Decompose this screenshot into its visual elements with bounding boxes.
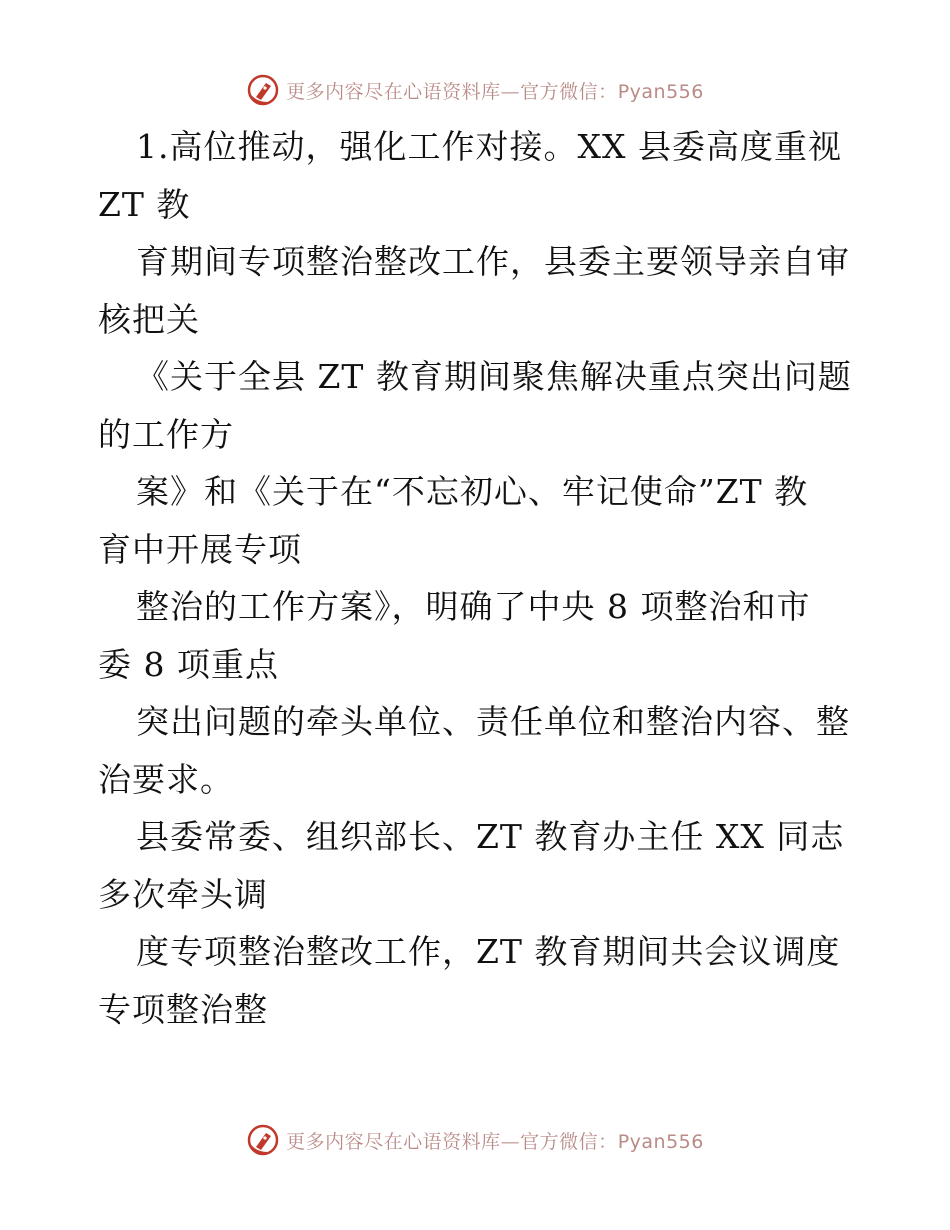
paragraph-line-8b: 专项整治整 — [98, 989, 268, 1029]
watermark-wechat-id: Pyan556 — [617, 1130, 704, 1153]
paragraph-line-1a: 1.高位推动，强化工作对接。XX 县委高度重视 — [136, 127, 842, 166]
watermark-wechat-label: 官方微信： — [520, 80, 618, 103]
paragraph-line-6b: 治要求。 — [98, 759, 234, 799]
watermark-text — [286, 77, 704, 104]
watermark-text — [286, 1127, 704, 1154]
pen-nib-circle-icon — [246, 1123, 280, 1157]
paragraph-line-3a: 《关于全县 ZT 教育期间聚焦解决重点突出问题 — [136, 357, 852, 396]
paragraph-line-2a: 育期间专项整治整改工作，县委主要领导亲自审 — [136, 242, 850, 281]
header-watermark-content — [246, 73, 704, 107]
document-body — [98, 118, 858, 1038]
watermark-main: 更多内容尽在心语资料库 — [286, 80, 501, 103]
footer-watermark-banner — [0, 1120, 950, 1160]
watermark-dash: — — [500, 80, 521, 103]
pen-nib-circle-icon — [246, 73, 280, 107]
paragraph-line-1b: ZT 教 — [98, 184, 191, 224]
footer-watermark-content — [246, 1123, 704, 1157]
header-watermark-banner — [0, 70, 950, 110]
paragraph-line-5b: 委 8 项重点 — [98, 644, 279, 684]
paragraph-line-8a: 度专项整治整改工作，ZT 教育期间共会议调度 — [136, 932, 841, 971]
paragraph-line-6a: 突出问题的牵头单位、责任单位和整治内容、整 — [136, 702, 850, 741]
paragraph-line-2b: 核把关 — [98, 299, 200, 339]
paragraph-line-7a: 县委常委、组织部长、ZT 教育办主任 XX 同志 — [136, 817, 845, 856]
paragraph-line-4a: 案》和《关于在“不忘初心、牢记使命”ZT 教 — [136, 472, 809, 511]
paragraph-line-5a: 整治的工作方案》，明确了中央 8 项整治和市 — [136, 587, 811, 626]
paragraph-line-4b: 育中开展专项 — [98, 529, 302, 569]
paragraph-line-3b: 的工作方 — [98, 414, 234, 454]
paragraph-line-7b: 多次牵头调 — [98, 874, 268, 914]
watermark-wechat-label: 官方微信： — [520, 1130, 618, 1153]
watermark-main: 更多内容尽在心语资料库 — [286, 1130, 501, 1153]
watermark-wechat-id: Pyan556 — [617, 80, 704, 103]
watermark-dash: — — [500, 1130, 521, 1153]
